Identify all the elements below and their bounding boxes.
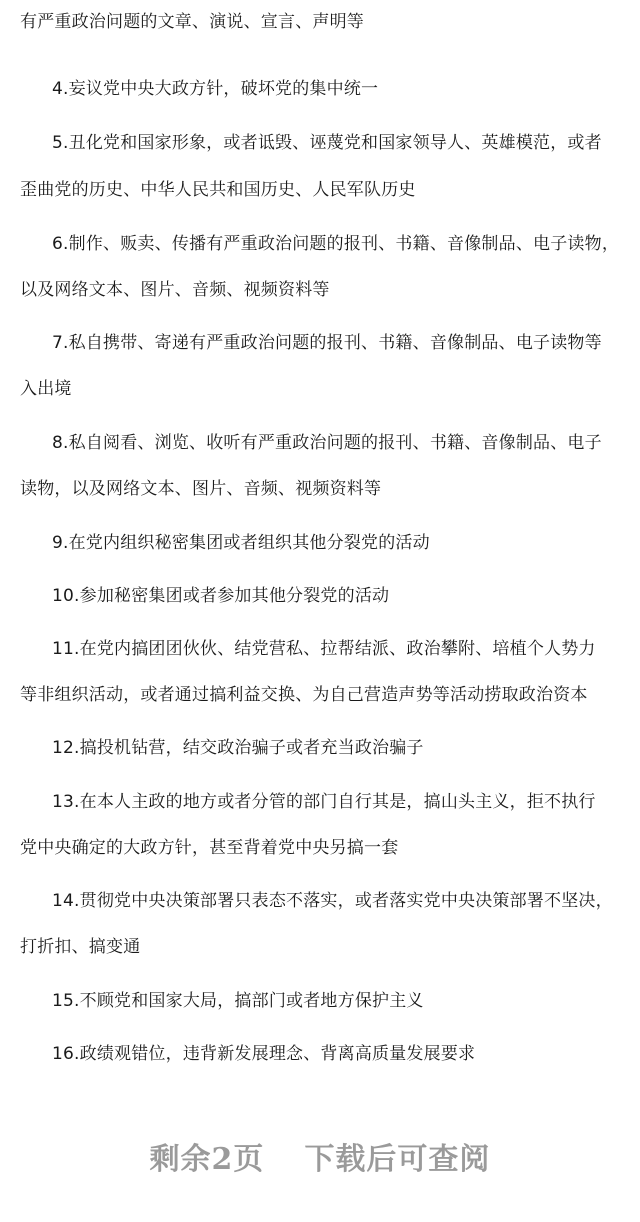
text-line: 党中央确定的大政方针，甚至背着党中央另搞一套 [20,838,399,858]
text-line: 9.在党内组织秘密集团或者组织其他分裂党的活动 [52,533,430,553]
text-line: 入出境 [20,379,72,399]
text-line: 7.私自携带、寄递有严重政治问题的报刊、书籍、音像制品、电子读物等 [52,333,602,353]
text-line: 13.在本人主政的地方或者分管的部门自行其是，搞山头主义，拒不执行 [52,792,596,812]
text-line: 15.不顾党和国家大局，搞部门或者地方保护主义 [52,991,424,1011]
text-line: 4.妄议党中央大政方针，破坏党的集中统一 [52,79,379,99]
text-line: 8.私自阅看、浏览、收听有严重政治问题的报刊、书籍、音像制品、电子 [52,433,602,453]
text-line: 以及网络文本、图片、音频、视频资料等 [20,280,330,300]
remaining-pages-label: 剩余2页 [149,1142,265,1177]
text-line: 有严重政治问题的文章、演说、宣言、声明等 [20,12,364,32]
text-line: 歪曲党的历史、中华人民共和国历史、人民军队历史 [20,180,416,200]
text-line: 5.丑化党和国家形象，或者诋毁、诬蔑党和国家领导人、英雄模范，或者 [52,133,602,153]
text-line: 10.参加秘密集团或者参加其他分裂党的活动 [52,586,390,606]
text-line: 6.制作、贩卖、传播有严重政治问题的报刊、书籍、音像制品、电子读物， [52,234,620,254]
text-line: 14.贯彻党中央决策部署只表态不落实，或者落实党中央决策部署不坚决， [52,891,613,911]
text-line: 11.在党内搞团团伙伙、结党营私、拉帮结派、政治攀附、培植个人势力 [52,639,596,659]
download-to-view-label: 下载后可查阅 [304,1142,491,1177]
text-line: 12.搞投机钻营，结交政治骗子或者充当政治骗子 [52,738,424,758]
text-line: 等非组织活动，或者通过搞利益交换、为自己营造声势等活动捞取政治资本 [20,685,588,705]
text-line: 读物，以及网络文本、图片、音频、视频资料等 [20,479,382,499]
text-line: 打折扣、搞变通 [20,937,141,957]
text-line: 16.政绩观错位，违背新发展理念、背离高质量发展要求 [52,1044,476,1064]
download-prompt[interactable] [0,1140,640,1180]
